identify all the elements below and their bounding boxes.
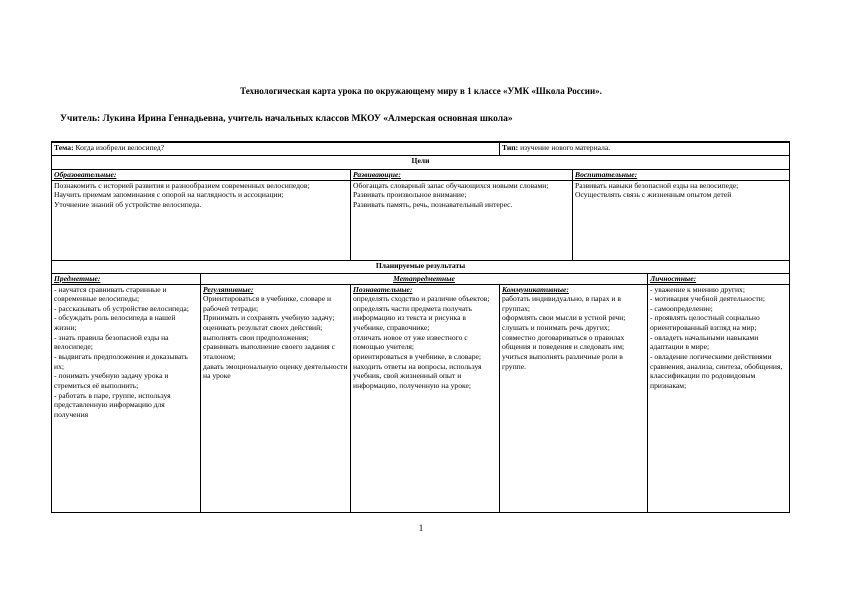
results-regulatory-label: Регулятивные: — [203, 284, 254, 294]
results-communicative-cell — [500, 284, 648, 512]
result-item: - уважение к мнению других; — [650, 284, 745, 294]
lesson-type-value: изучение нового материала. — [520, 143, 611, 152]
results-personal-cell — [648, 284, 790, 512]
goals-upbringing-label: Воспитательные: — [573, 169, 790, 180]
lesson-type-cell — [500, 142, 790, 155]
teacher-line: Учитель: Лукина Ирина Геннадьевна, учитель начальных классов МКОУ «Алмерская основная школа» — [60, 114, 513, 124]
goals-developmental-label: Развивающие: — [351, 169, 573, 180]
goals-header: Цели — [52, 155, 790, 169]
result-item: выполнять свои предположения; — [203, 332, 309, 342]
results-metasubject-label: Метапредметные — [201, 273, 648, 284]
results-communicative-label: Коммуникативные: — [502, 284, 569, 294]
result-item: - научатся сравнивать старинные и современные велосипеды; — [54, 284, 167, 304]
goal-item: Развивать память, речь, познавательный интерес. — [353, 199, 513, 209]
results-cognitive-label: Познавательные: — [353, 284, 413, 294]
goals-educational-label: Образовательные: — [52, 169, 351, 180]
topic-row — [52, 142, 790, 155]
result-item: - понимать учебную задачу урока и стремиться её выполнить; — [54, 371, 169, 390]
goal-item: Осуществлять связь с жизненным опытом детей — [575, 190, 732, 200]
result-item: - выдвигать предположения и доказывать их; — [54, 351, 188, 371]
results-labels-row — [52, 273, 790, 284]
result-item: - проявлять целостный социально ориентированный взгляд на мир; — [650, 313, 760, 333]
result-item: Принимать и сохранять учебную задачу; — [203, 313, 335, 323]
goal-item: Развивать произвольное внимание; — [353, 190, 467, 200]
goal-item: Обогащать словарный запас обучающихся новыми словами; — [353, 180, 549, 190]
result-item: учиться выполнять различные роли в группе. — [502, 351, 623, 371]
result-item: давать эмоциональную оценку деятельности на уроке — [203, 361, 348, 381]
goal-item: Уточнение знаний об устройстве велосипеда. — [54, 199, 202, 209]
results-cognitive-cell — [351, 284, 500, 512]
results-header: Планируемые результаты — [52, 260, 790, 273]
result-item: работать индивидуально, в парах и в группах; — [502, 294, 621, 313]
results-subject-label: Предметные: — [52, 273, 201, 284]
lesson-map-table — [51, 141, 790, 513]
results-content-row — [52, 284, 790, 512]
result-item: Ориентироваться в учебнике, словаре и рабочей тетради; — [203, 294, 332, 313]
result-item: определять сходство и различие объектов; — [353, 294, 490, 304]
result-item: отличать новое от уже известного с помощью учителя; — [353, 332, 468, 352]
goals-developmental-cell — [351, 180, 573, 260]
topic-cell — [52, 142, 500, 155]
page-number: 1 — [418, 523, 424, 533]
result-item: - мотивация учебной деятельности; — [650, 294, 765, 304]
results-personal-label: Личностные: — [648, 273, 790, 284]
goals-labels-row — [52, 169, 790, 180]
goals-header-row — [52, 155, 790, 169]
result-item: - самоопределение; — [650, 303, 713, 313]
results-subject-cell — [52, 284, 201, 512]
topic-value: Когда изобрели велосипед? — [75, 143, 165, 152]
topic-label: Тема: — [54, 143, 74, 152]
result-item: - овладение логическими действиями сравнения, анализа, синтеза, обобщения, классификации по родовидовым признакам; — [650, 351, 783, 390]
result-item: совместно договариваться о правилах общения и поведения и следовать им; — [502, 332, 625, 352]
result-item: - обсуждать роль велосипеда в нашей жизни; — [54, 313, 176, 333]
goals-educational-cell — [52, 180, 351, 260]
result-item: оценивать результат своих действий; — [203, 323, 323, 333]
lesson-type-label: Тип: — [502, 143, 519, 152]
result-item: - овладеть начальными навыками адаптации в мире; — [650, 332, 759, 352]
goals-upbringing-cell — [573, 180, 790, 260]
result-item: определять части предмета получать информацию из текста и рисунка в учебнике, справочнике; — [353, 303, 472, 333]
result-item: слушать и понимать речь других; — [502, 323, 610, 333]
results-regulatory-cell — [201, 284, 351, 512]
result-item: - рассказывать об устройстве велосипеда; — [54, 303, 189, 313]
goal-item: Развивать навыки безопасной езды на велосипеде; — [575, 180, 739, 190]
result-item: - работать в паре, группе, используя представленную информацию для получения — [54, 390, 171, 419]
result-item: - знать правила безопасной езды на велосипеде; — [54, 332, 169, 352]
goal-item: Научить приемам запоминания с опорой на наглядность и ассоциации; — [54, 190, 284, 200]
document-title: Технологическая карта урока по окружающему миру в 1 классе «УМК «Школа России». — [240, 86, 602, 96]
result-item: оформлять свои мысли в устной речи; — [502, 313, 626, 323]
goals-content-row — [52, 180, 790, 260]
result-item: ориентироваться в учебнике, в словаре; — [353, 351, 481, 361]
results-header-row — [52, 260, 790, 273]
result-item: находить ответы на вопросы, используя учебник, свой жизненный опыт и информацию, полученную на уроке; — [353, 361, 482, 390]
goal-item: Познакомить с историей развития и разнообразием современных велосипедов; — [54, 180, 310, 190]
result-item: сравнивать выполнение своего задания с эталоном; — [203, 342, 335, 361]
